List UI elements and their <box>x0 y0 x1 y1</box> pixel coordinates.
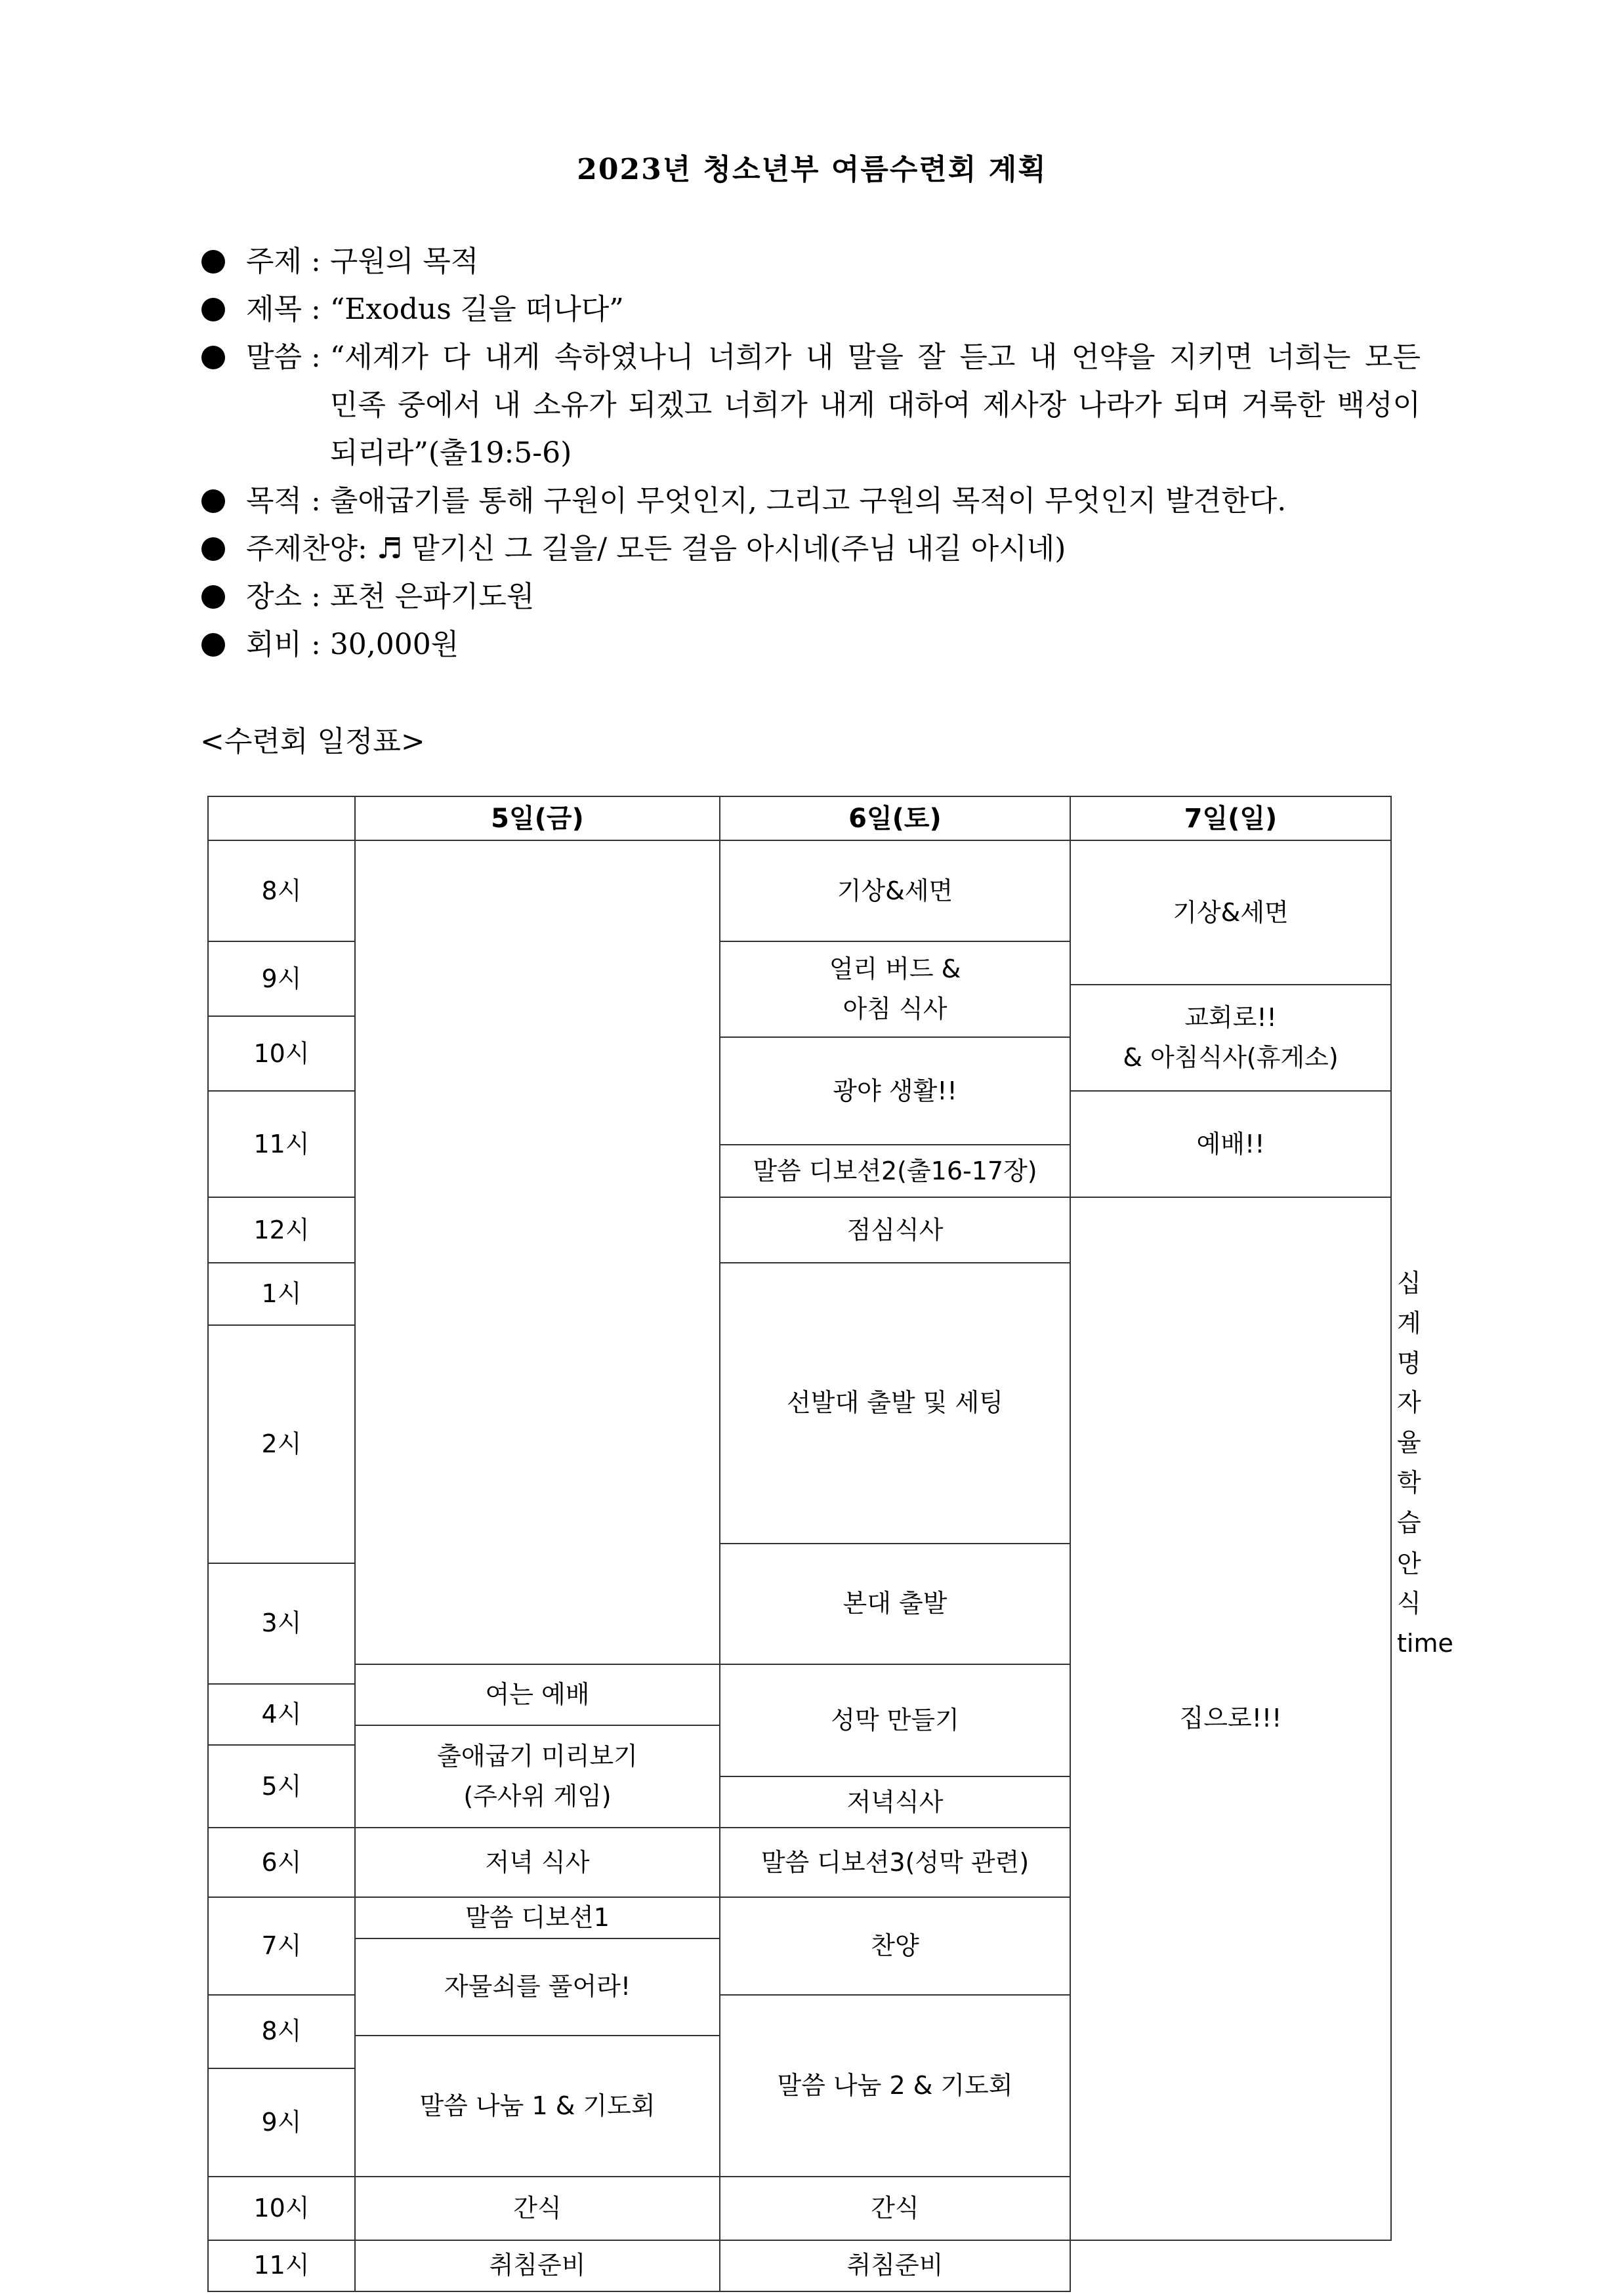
time-cell: 11시 <box>208 1091 355 1197</box>
item-value: “Exodus 길을 떠나다” <box>329 293 624 326</box>
item-label: 목적 : <box>246 484 330 518</box>
item-label: 말씀 : <box>246 340 330 374</box>
item-value: “세계가 다 내게 속하였나니 너희가 내 말을 잘 듣고 내 언약을 지키면 너희는 모든 민족 중에서 내 소유가 되겠고 너희가 내게 대하여 제사장 나라가 되며 거룩한 백성이 되리라”(출19:5-6) <box>329 340 1421 470</box>
time-cell: 11시 <box>208 2240 355 2291</box>
sun-cell <box>1070 985 1391 1091</box>
item-value: 30,000원 <box>329 628 459 661</box>
fri-cell: 말씀 나눔 1 & 기도회 <box>355 2036 720 2177</box>
list-item-place <box>200 573 1421 621</box>
sat-cell: 간식 <box>720 2177 1070 2240</box>
sat-cell: 취침준비 <box>720 2240 1070 2291</box>
table-row <box>208 2240 1391 2291</box>
header-sun: 7일(일) <box>1070 796 1391 840</box>
sat-cell <box>720 941 1070 1037</box>
sat-cell: 성막 만들기 <box>720 1664 1070 1776</box>
list-item-theme <box>200 237 1421 285</box>
fri-cell: 여는 예배 <box>355 1664 720 1725</box>
bullet-icon <box>201 489 225 513</box>
bullet-icon <box>201 585 225 609</box>
fri-cell-line: (주사위 게임) <box>463 1781 612 1811</box>
item-label: 주제찬양: <box>246 532 377 565</box>
plan-list <box>200 237 1421 668</box>
header-fri: 5일(금) <box>355 796 720 840</box>
item-value: 구원의 목적 <box>329 245 479 278</box>
sun-cell: 기상&세면 <box>1070 840 1391 985</box>
time-cell: 1시 <box>208 1263 355 1325</box>
bullet-icon <box>201 346 225 369</box>
bullet-icon <box>201 250 225 274</box>
list-item-song <box>200 525 1421 573</box>
time-cell: 8시 <box>208 840 355 941</box>
sat-cell-line: 아침 식사 <box>843 994 947 1023</box>
header-sat: 6일(토) <box>720 796 1070 840</box>
list-item-fee <box>200 621 1421 668</box>
fri-cell: 자물쇠를 풀어라! <box>355 1938 720 2036</box>
item-label: 제목 : <box>246 293 330 326</box>
bullet-icon <box>201 537 225 561</box>
header-empty <box>208 796 355 840</box>
item-value: 출애굽기를 통해 구원이 무엇인지, 그리고 구원의 목적이 무엇인지 발견한다. <box>329 484 1287 518</box>
table-row: 1시 선발대 출발 및 세팅 십계명 자율학습 <box>208 1263 1391 1325</box>
time-cell: 4시 <box>208 1684 355 1745</box>
sun-cell: 예배!! <box>1070 1091 1391 1197</box>
fri-cell: 말씀 디보션1 <box>355 1897 720 1938</box>
sat-cell: 말씀 나눔 2 & 기도회 <box>720 1995 1070 2177</box>
time-cell: 5시 <box>208 1745 355 1828</box>
time-cell: 9시 <box>208 2068 355 2177</box>
fri-cell: 선발대 출발 및 세팅 <box>720 1263 1070 1544</box>
sun-cell-line: & 아침식사(휴게소) <box>1123 1043 1339 1072</box>
table-row <box>208 840 1391 941</box>
sat-cell: 말씀 디보션3(성막 관련) <box>720 1828 1070 1897</box>
sat-cell: 점심식사 <box>720 1197 1070 1263</box>
sat-cell: 찬양 <box>720 1897 1070 1995</box>
item-label: 장소 : <box>246 580 330 613</box>
schedule-table <box>207 796 1453 2292</box>
time-cell: 10시 <box>208 2177 355 2240</box>
fri-cell: 저녁 식사 <box>355 1828 720 1897</box>
bullet-icon <box>201 633 225 657</box>
fri-cell-line: 출애굽기 미리보기 <box>437 1742 638 1771</box>
fri-cell: 본대 출발 <box>720 1544 1070 1664</box>
sat-cell: 저녁식사 <box>720 1776 1070 1828</box>
sat-cell: 기상&세면 <box>720 840 1070 941</box>
item-value: 포천 은파기도원 <box>329 580 535 613</box>
time-cell: 7시 <box>208 1897 355 1995</box>
time-cell: 2시 <box>208 1325 355 1563</box>
time-cell: 10시 <box>208 1016 355 1091</box>
list-item-subject <box>200 285 1421 333</box>
fri-cell: 취침준비 <box>355 2240 720 2291</box>
sun-cell: 집으로!!! <box>1070 1197 1391 2240</box>
time-cell: 9시 <box>208 941 355 1016</box>
fri-empty-cell <box>355 840 720 1664</box>
item-label: 주제 : <box>246 245 330 278</box>
list-item-purpose <box>200 477 1421 525</box>
page-title: 2023년 청소년부 여름수련회 계획 <box>577 153 1047 186</box>
sat-cell-line: 얼리 버드 & <box>829 954 961 984</box>
time-cell: 12시 <box>208 1197 355 1263</box>
item-label: 회비 : <box>246 628 330 661</box>
bullet-icon <box>201 298 225 321</box>
time-cell: 8시 <box>208 1995 355 2068</box>
table-row <box>208 796 1391 840</box>
list-item-verse <box>200 333 1421 477</box>
fri-cell: 간식 <box>355 2177 720 2240</box>
sun-cell-line: 교회로!! <box>1184 1003 1277 1033</box>
table-row: 본대 출발 안식 time <box>208 1544 1391 1563</box>
sat-cell: 광야 생활!! <box>720 1037 1070 1145</box>
time-cell: 3시 <box>208 1563 355 1684</box>
time-cell: 6시 <box>208 1828 355 1897</box>
fri-cell <box>355 1725 720 1828</box>
schedule-title: <수련회 일정표> <box>200 725 425 758</box>
item-value: ♬ 맡기신 그 길을/ 모든 걸음 아시네(주님 내길 아시네) <box>376 532 1066 565</box>
sat-cell: 말씀 디보션2(출16-17장) <box>720 1145 1070 1197</box>
